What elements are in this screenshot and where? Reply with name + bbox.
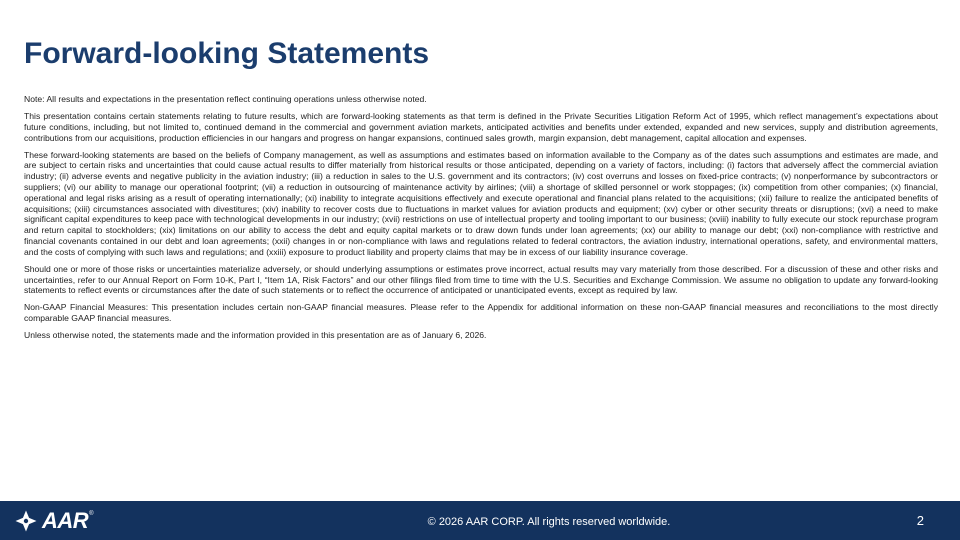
date-paragraph: Unless otherwise noted, the statements made and the information provided in this presentation are as of January 6, 2026.	[24, 330, 487, 341]
risk-factors-paragraph: These forward-looking statements are based on the beliefs of Company management, as well as assumptions and estimates based on information available to the Company as of the dates such assumptions and estimates are made, and are subject to certain risks and uncertainties that could cause actual results to differ materially from historical results or those anticipated, depending on a variety of factors, including: (i) factors that adversely affect the commercial aviation industry; (ii) adverse events and negative publicity in the aviation industry; (iii) a reduction in sales to the U.S. government and its contractors; (iv) cost overruns and losses on fixed-price contracts; (v) nonperformance by subcontractors or suppliers; (vi) our ability to manage our operational footprint; (vii) a reduction in outsourcing of maintenance activity by airlines; (viii) a shortage of skilled personnel or work stoppages; (ix) competition from other companies; (x) financial, operational and legal risks arising as a result of operating internationally; (xi) inability to integrate acquisitions effectively and execute operational and financial plans related to the acquisitions; (xii) failure to realize the anticipated benefits of acquisitions; (xiii) circumstances associated with divestitures; (xiv) inability to recover costs due to fluctuations in market values for aviation products and equipment; (xv) cyber or other security threats or disruptions; (xvi) a need to make significant capital expenditures to keep pace with technological developments in our industry; (xvii) restrictions on use of intellectual property and tooling important to our business; (xviii) inability to fully execute our stock repurchase program and return capital to stockholders; (xix) limitations on our ability to access the debt and equity capital markets or to draw down funds under loan agreements; (xx) our ability to manage our debt; (xxi) non-compliance with restrictive and financial covenants contained in our debt and loan agreements; (xxii) changes in or non-compliance with laws and regulations related to federal contractors, the aviation industry, international operations, safety, and environmental matters, and the costs of complying with such laws and regulations; and (xxiii) exposure to product liability and property claims that may be in excess of our liability insurance coverage.	[24, 149, 938, 257]
note-paragraph: Note: All results and expectations in the presentation reflect continuing operations unless otherwise noted.	[24, 94, 427, 104]
page-number: 2	[916, 513, 924, 528]
disclaimer-body	[24, 94, 938, 347]
logo-text: AAR	[42, 508, 89, 533]
logo-registered-mark: ®	[89, 511, 94, 517]
uncertainties-paragraph: Should one or more of those risks or uncertainties materialize adversely, or should underlying assumptions or estimates prove incorrect, actual results may vary materially from those described. For a discussion of these and other risks and uncertainties, refer to our Annual Report on Form 10-K, Part I, “Item 1A, Risk Factors” and our other filings filed from time to time with the U.S. Securities and Exchange Commission. We assume no obligation to update any forward-looking statements to reflect events or circumstances after the date of such statements or to reflect the occurrence of anticipated or unanticipated events, except as required by law.	[24, 263, 938, 296]
non-gaap-paragraph: Non-GAAP Financial Measures: This presentation includes certain non-GAAP financial measures. Please refer to the Appendix for additional information on these non-GAAP financial measures and reconciliations to the most directly comparable GAAP financial measures.	[24, 302, 938, 324]
copyright-text: © 2026 AAR CORP. All rights reserved worldwide.	[427, 516, 671, 528]
forward-looking-paragraph: This presentation contains certain statements relating to future results, which are forward-looking statements as that term is defined in the Private Securities Litigation Reform Act of 1995, which reflect management’s expectations about future conditions, including, but not limited to, continued demand in the commercial and government aviation markets, anticipated activities and benefits under extended, expanded and new services, supply and distribution agreements, contributions from our acquisitions, production efficiencies in our hangars and progress on hangar expansions, continued sales growth, margin expansion, debt management, capital allocation and expenses.	[24, 110, 938, 143]
footer-bar	[0, 501, 960, 540]
page-title: Forward-looking Statements	[24, 37, 430, 70]
